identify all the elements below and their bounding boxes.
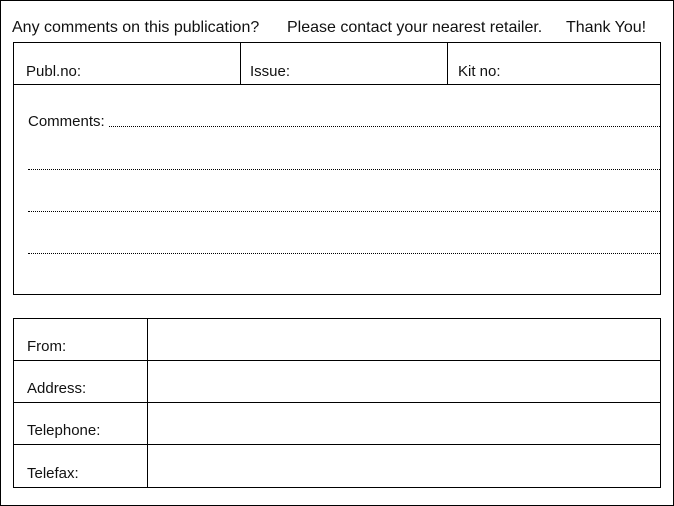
from-row xyxy=(14,319,660,361)
telephone-label: Telephone: xyxy=(27,422,101,439)
contact-details-table xyxy=(13,318,661,488)
header-question: Any comments on this publication? xyxy=(12,19,260,36)
publ-no-label: Publ.no: xyxy=(26,63,82,80)
telephone-field[interactable] xyxy=(148,403,660,444)
telephone-row xyxy=(14,403,660,445)
issue-label: Issue: xyxy=(250,63,291,80)
from-label: From: xyxy=(27,338,67,355)
comment-line xyxy=(28,211,660,212)
comment-line xyxy=(28,169,660,170)
address-row xyxy=(14,361,660,403)
address-label: Address: xyxy=(27,380,87,397)
publ-no-field[interactable] xyxy=(14,43,241,84)
issue-field[interactable] xyxy=(241,43,448,84)
telefax-label: Telefax: xyxy=(27,465,79,482)
header-thanks: Thank You! xyxy=(566,19,647,36)
comment-line xyxy=(28,253,660,254)
telefax-field[interactable] xyxy=(148,445,660,487)
from-field[interactable] xyxy=(148,319,660,360)
telefax-row xyxy=(14,445,660,487)
kit-no-field[interactable] xyxy=(448,43,660,84)
header-contact-note: Please contact your nearest retailer. xyxy=(287,19,543,36)
publication-info-row xyxy=(13,42,661,85)
kit-no-label: Kit no: xyxy=(458,63,501,80)
comments-field[interactable] xyxy=(13,84,661,295)
comments-label: Comments: xyxy=(28,113,105,130)
comment-line xyxy=(109,126,660,127)
address-field[interactable] xyxy=(148,361,660,402)
